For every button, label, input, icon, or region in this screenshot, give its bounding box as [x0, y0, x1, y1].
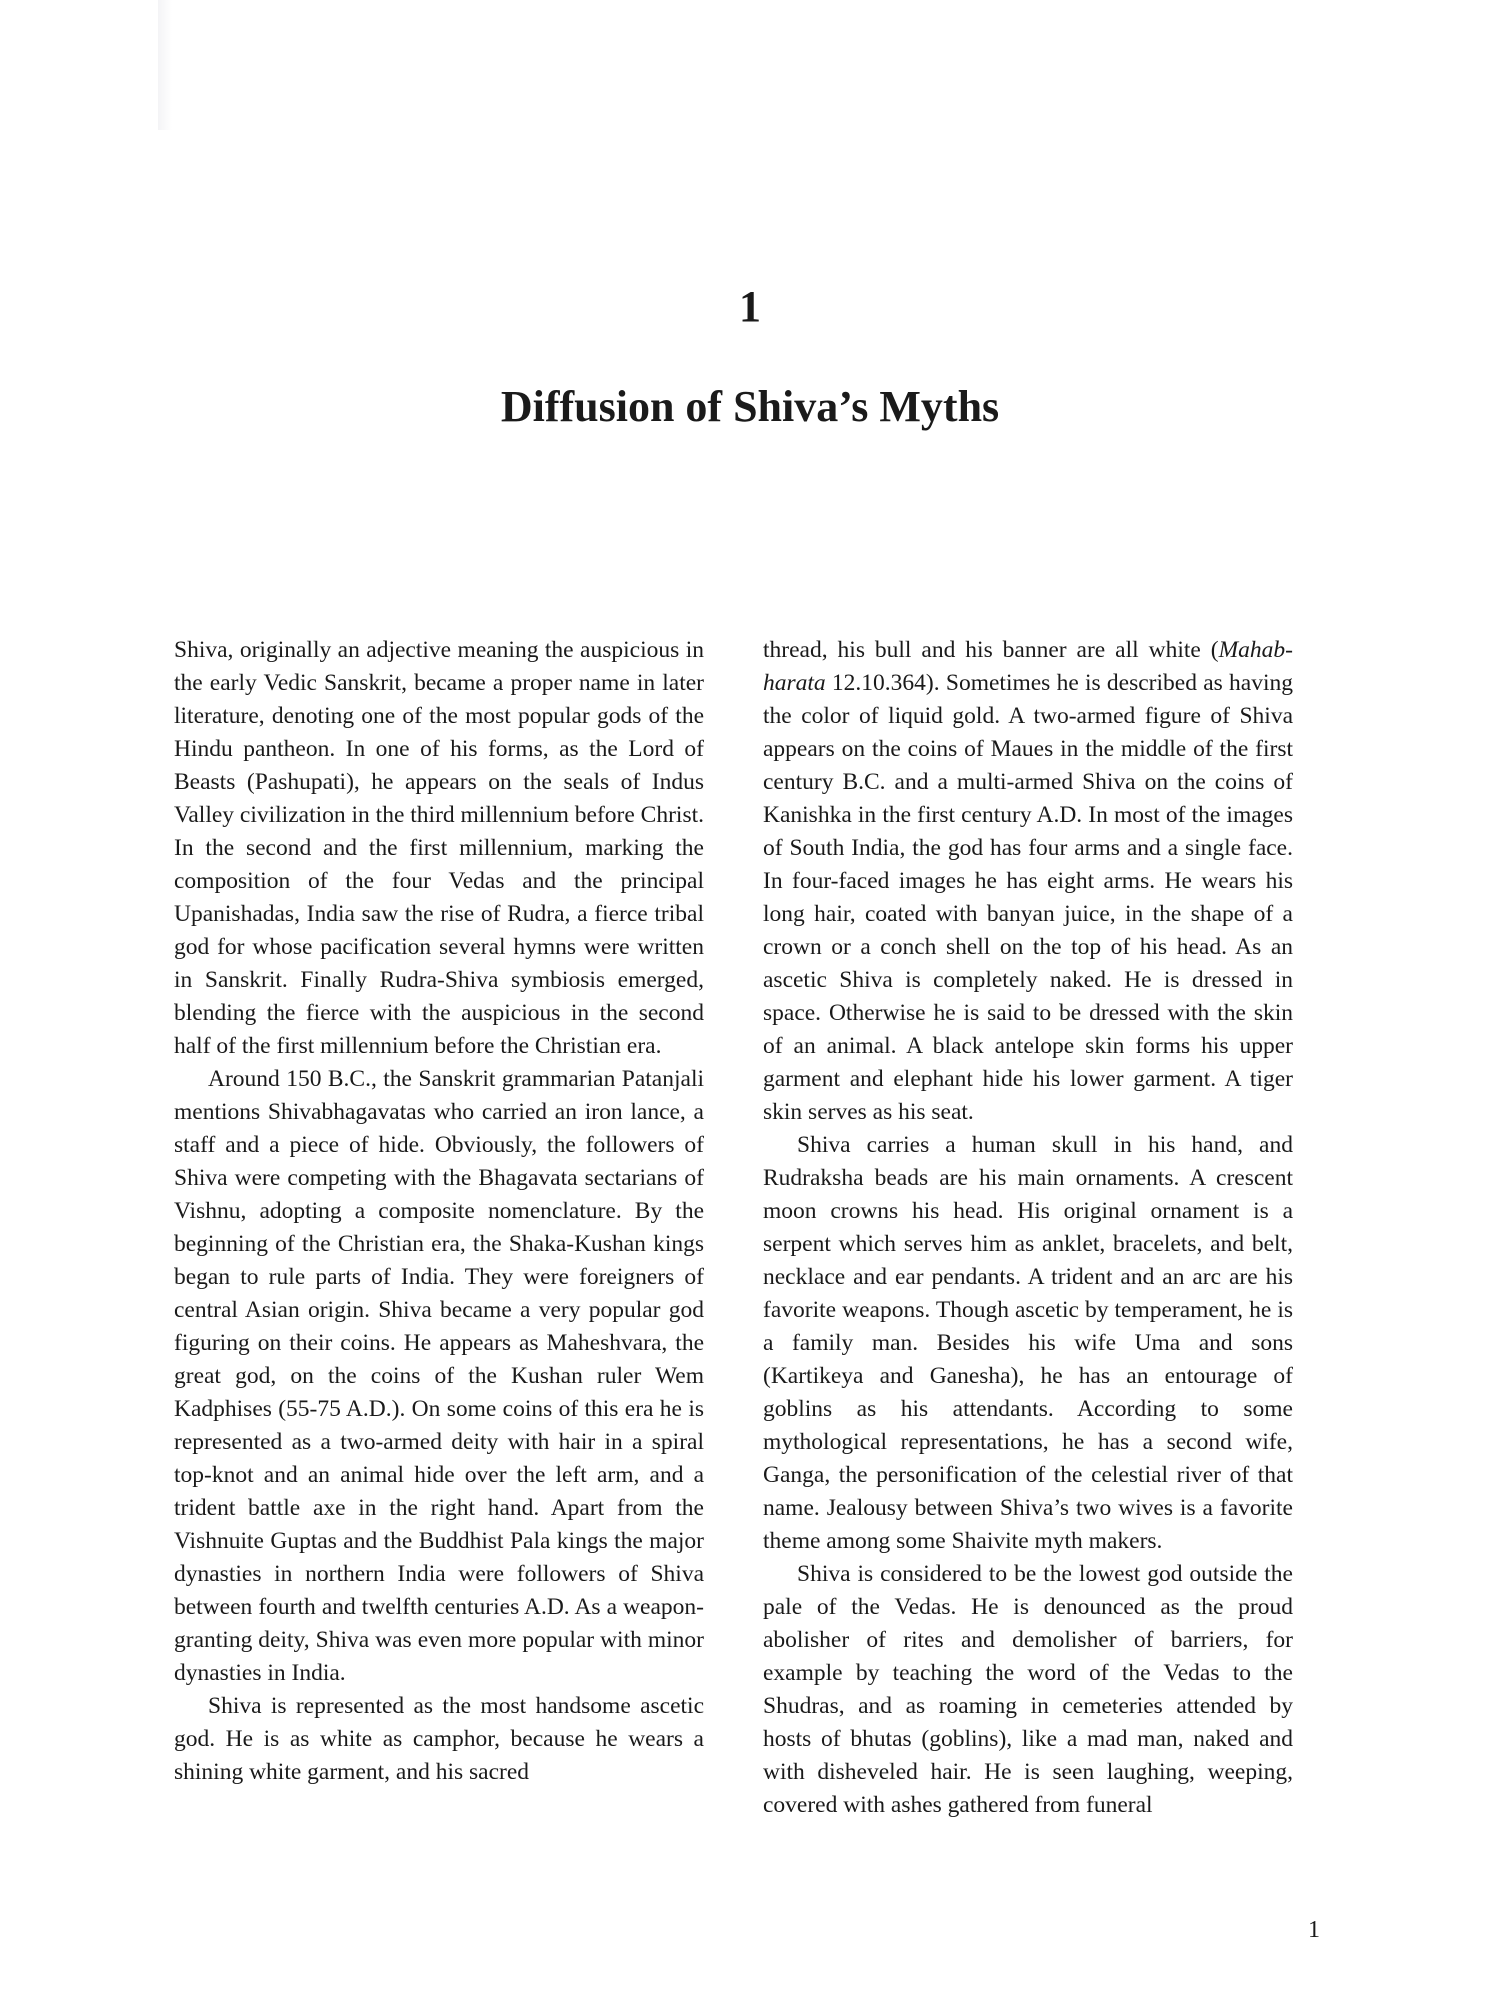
chapter-title: Diffusion of Shiva’s Myths — [500, 382, 1000, 431]
scan-edge-shadow — [158, 0, 172, 130]
paragraph: Shiva is considered to be the lowest god outside the pale of the Vedas. He is denounced as the proud abolisher of rites and demolisher of barriers, for example by teaching the word of the Vedas to the Shudras, and as roaming in cemeteries attended by hosts of bhutas (goblins), like a mad man, naked and with disheveled hair. He is seen laughing, weeping, covered with ashes gathered from funeral — [763, 1561, 1293, 1818]
paragraph: Shiva carries a human skull in his hand, and Rudraksha beads are his main ornaments. A crescent moon crowns his head. His original ornament is a serpent which serves him as anklet, bracelets, and belt, necklace and ear pendants. A trident and an arc are his favorite weapons. Though ascetic by temperament, he is a family man. Besides his wife Uma and sons (Kartikeya and Ganesha), he has an entourage of goblins as his attendants. According to some mythological representations, he has a second wife, Ganga, the personification of the celestial river of that name. Jealousy between Shiva’s two wives is a favorite theme among some Shaivite myth makers. — [763, 1132, 1293, 1554]
right-text-column — [763, 634, 1293, 1822]
paragraph-text: 12.10.364). Sometimes he is described as having the color of liquid gold. A two-armed figure of Shiva appears on the coins of Maues in the middle of the first century B.C. and a multi-armed Shiva on the coins of Kanishka in the first century A.D. In most of the images of South India, the god has four arms and a single face. In four-faced images he has eight arms. He wears his long hair, coated with banyan juice, in the shape of a crown or a conch shell on the top of his head. As an ascetic Shiva is completely naked. He is dressed in space. Otherwise he is said to be dressed with the skin of an animal. A black antelope skin forms his upper garment and elephant hide his lower garment. A tiger skin serves as his seat. — [763, 670, 1293, 1125]
citation-title: Mahabharata — [763, 637, 1293, 696]
paragraph: Around 150 B.C., the Sanskrit grammarian Patanjali mentions Shivabhagavatas who carried an iron lance, a staff and a piece of hide. Obviously, the followers of Shiva were competing with the Bhagavata sectarians of Vishnu, adopting a composite nomenclature. By the beginning of the Christian era, the Shaka-Kushan kings began to rule parts of India. They were foreigners of central Asian origin. Shiva became a very popular god figuring on their coins. He appears as Maheshvara, the great god, on the coins of the Kushan ruler Wem Kadphises (55-75 A.D.). On some coins of this era he is represented as a two-armed deity with hair in a spiral top-knot and an animal hide over the left arm, and a trident battle axe in the right hand. Apart from the Vishnuite Guptas and the Buddhist Pala kings the major dynasties in northern India were followers of Shiva between fourth and twelfth centuries A.D. As a weapon-granting deity, Shiva was even more popular with minor dynasties in India. — [174, 1066, 704, 1686]
chapter-number: 1 — [739, 282, 761, 331]
left-text-column — [174, 634, 704, 1789]
paragraph: Shiva, originally an adjective meaning the auspicious in the early Vedic Sanskrit, became a proper name in later literature, denoting one of the most popular gods of the Hindu pantheon. In one of his forms, as the Lord of Beasts (Pashupati), he appears on the seals of Indus Valley civilization in the third millennium before Christ. In the second and the first millennium, marking the composition of the four Vedas and the principal Upanishadas, India saw the rise of Rudra, a fierce tribal god for whose pacification several hymns were written in Sanskrit. Finally Rudra-Shiva symbiosis emerged, blending the fierce with the auspicious in the second half of the first millennium before the Christian era. — [174, 637, 704, 1059]
paragraph-text: thread, his bull and his banner are all white ( — [763, 637, 1219, 663]
page-number: 1 — [1308, 1917, 1320, 1943]
paragraph — [763, 634, 1293, 1129]
paragraph: Shiva is represented as the most handsome ascetic god. He is as white as camphor, because he wears a shining white garment, and his sacred — [174, 1693, 704, 1785]
